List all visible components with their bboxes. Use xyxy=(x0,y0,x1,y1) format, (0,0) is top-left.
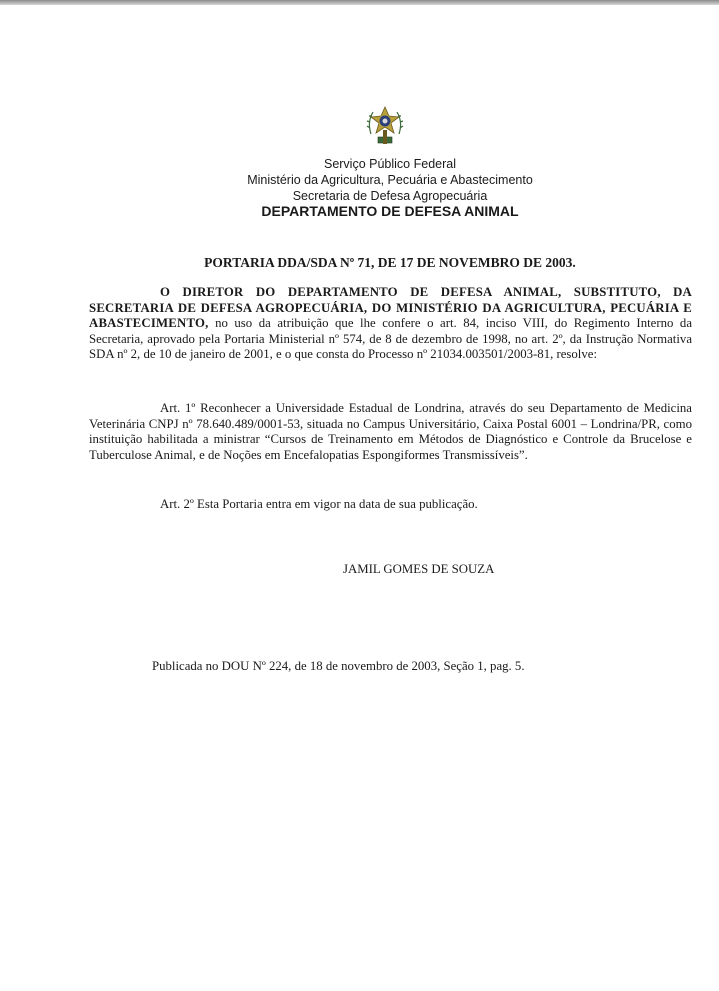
scan-edge-line xyxy=(0,0,719,5)
article-1: Art. 1º Reconhecer a Universidade Estadual de Londrina, através do seu Departamento de Medicina Veterinária CNPJ nº 78.640.489/0001-53, situada no Campus Universitário, Caixa Postal 6001 – Londrina/PR, como instituição habilitada a ministrar “Cursos de Treinamento em Métodos de Diagnóstico e Controle da Brucelose e Tuberculose Animal, e de Noções em Encefalopatias Espongiformes Transmissíveis”. xyxy=(89,401,692,462)
signature-name: JAMIL GOMES DE SOUZA xyxy=(343,562,495,576)
header-ministry: Ministério da Agricultura, Pecuária e Abastecimento xyxy=(247,173,533,187)
header-service: Serviço Público Federal xyxy=(323,157,456,171)
header-department: DEPARTAMENTO DE DEFESA ANIMAL xyxy=(261,203,519,219)
header-secretariat: Secretaria de Defesa Agropecuária xyxy=(292,189,488,203)
coat-of-arms-icon xyxy=(365,104,405,148)
preamble-authority: O DIRETOR DO DEPARTAMENTO DE DEFESA ANIMAL, SUBSTITUTO, DA SECRETARIA DE DEFESA AGROPECUÁRIA, DO MINISTÉRIO DA AGRICULTURA, PECUÁRIA E ABASTECIMENTO, xyxy=(89,285,692,331)
preamble-text: no uso da atribuição que lhe confere o art. 84, inciso VIII, do Regimento Interno da Secretaria, aprovado pela Portaria Ministerial nº 574, de 8 de dezembro de 1998, no art. 2º, da Instrução Normativa SDA nº 2, de 10 de janeiro de 2001, e o que consta do Processo nº 21034.003501/2003-81, resolve: xyxy=(89,316,692,362)
publication-note: Publicada no DOU Nº 224, de 18 de novembro de 2003, Seção 1, pag. 5. xyxy=(152,659,525,673)
article-2: Art. 2º Esta Portaria entra em vigor na data de sua publicação. xyxy=(160,497,478,511)
preamble-paragraph xyxy=(89,285,692,363)
document-title: PORTARIA DDA/SDA Nº 71, DE 17 DE NOVEMBRO DE 2003. xyxy=(204,255,576,270)
